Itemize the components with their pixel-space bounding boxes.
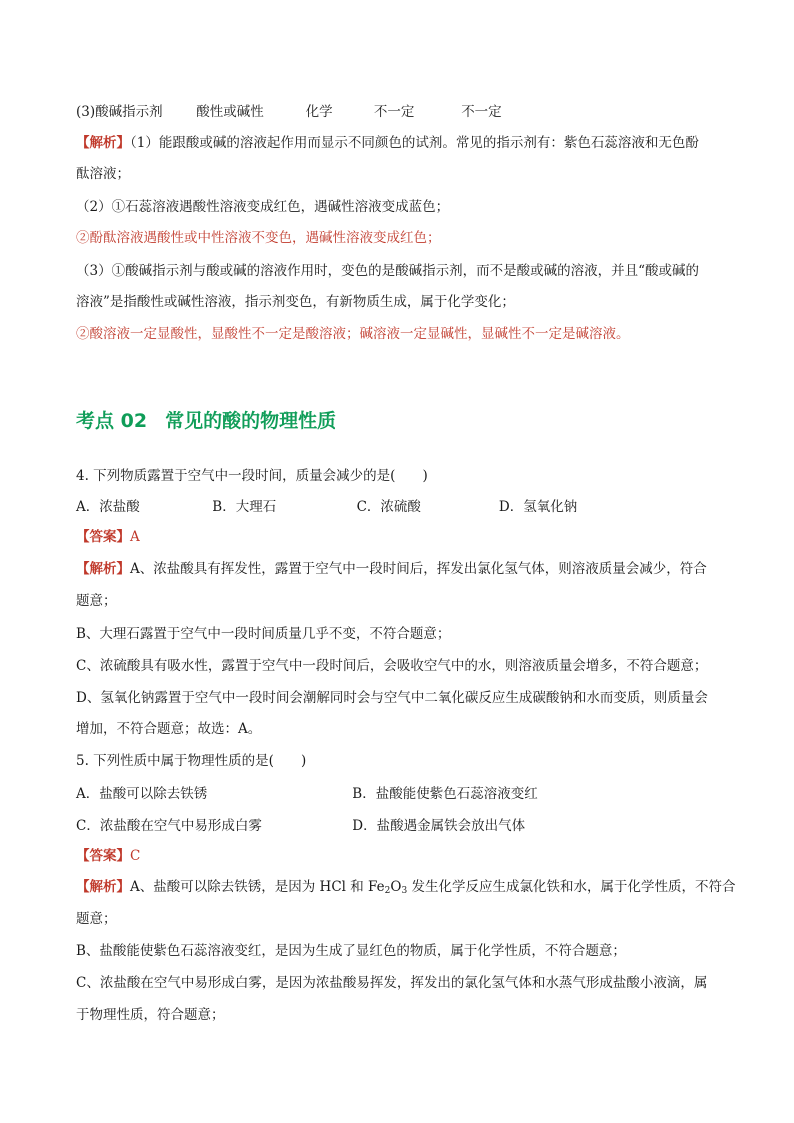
q4-option: B．大理石 — [212, 499, 277, 515]
analysis-tag: 【解析】 — [76, 879, 130, 895]
q5-options-row — [76, 817, 726, 835]
analysis-text: 发生化学反应生成氯化铁和水，属于化学性质，不符合 — [407, 879, 736, 895]
q4-analysis-line: 题意； — [76, 593, 117, 609]
q4-analysis-line — [76, 560, 726, 578]
q3-answer-prefix: (3)酸碱指示剂 — [76, 104, 163, 120]
q5-option: D．盐酸遇金属铁会放出气体 — [352, 818, 526, 834]
subscript: 3 — [401, 886, 408, 896]
q4-analysis-line: C、浓硫酸具有吸水性，露置于空气中一段时间后，会吸收空气中的水，则溶液质量会增多，不符合题意； — [76, 658, 708, 674]
q4-option: A．浓盐酸 — [76, 499, 140, 515]
section-heading — [76, 406, 336, 433]
q3-analysis-line: （2）①石蕊溶液遇酸性溶液变成红色，遇碱性溶液变成蓝色； — [76, 199, 450, 215]
q3-answer-item: 酸性或碱性 — [196, 104, 264, 120]
q5-analysis-line — [76, 878, 736, 900]
section-number: 考点 02 — [76, 410, 148, 432]
q5-analysis-line: B、盐酸能使紫色石蕊溶液变红，是因为生成了显红色的物质，属于化学性质，不符合题意； — [76, 943, 626, 959]
section-title: 常见的酸的物理性质 — [165, 410, 337, 432]
analysis-text: （1）能跟酸或碱的溶液起作用而显示不同颜色的试剂。常见的指示剂有：紫色石蕊溶液和无色酚 — [130, 135, 699, 151]
subscript: 2 — [384, 886, 391, 896]
q5-option: B．盐酸能使紫色石蕊溶液变红 — [352, 786, 538, 802]
answer-tag: 【答案】 — [76, 848, 130, 864]
q4-options — [76, 498, 726, 516]
analysis-tag: 【解析】 — [76, 561, 130, 577]
analysis-text: A、浓盐酸具有挥发性，露置于空气中一段时间后，挥发出氯化氢气体，则溶液质量会减少，符合 — [130, 561, 707, 577]
q5-analysis-line: C、浓盐酸在空气中易形成白雾，是因为浓盐酸易挥发，挥发出的氯化氢气体和水蒸气形成盐酸小液滴，属 — [76, 975, 708, 991]
q4-option: C．浓硫酸 — [356, 499, 421, 515]
q3-analysis-line: 酞溶液； — [76, 166, 130, 182]
answer-tag: 【答案】 — [76, 529, 130, 545]
q5-answer — [76, 847, 726, 865]
q4-stem: 4. 下列物质露置于空气中一段时间，质量会减少的是( ) — [76, 468, 428, 484]
q3-answer-item: 化学 — [305, 104, 333, 120]
q3-answer-item: 不一定 — [373, 104, 415, 120]
q4-option: D．氢氧化钠 — [498, 499, 578, 515]
q3-answer-item: 不一定 — [461, 104, 502, 120]
q3-analysis-line-red: ②酸溶液一定显酸性，显酸性不一定是酸溶液；碱溶液一定显碱性，显碱性不一定是碱溶液。 — [76, 326, 630, 342]
q3-analysis-line: （3）①酸碱指示剂与酸或碱的溶液作用时，变色的是酸碱指示剂，而不是酸或碱的溶液，并且“酸或碱的 — [76, 263, 699, 279]
q3-answer-row — [76, 103, 726, 121]
q4-analysis-line: D、氢氧化钠露置于空气中一段时间会潮解同时会与空气中二氧化碳反应生成碳酸钠和水而变质，则质量会 — [76, 690, 708, 706]
q5-analysis-line: 于物理性质，符合题意； — [76, 1007, 225, 1023]
q4-answer — [76, 528, 726, 546]
q3-analysis-line — [76, 134, 726, 152]
analysis-tag: 【解析】 — [76, 135, 130, 151]
q4-analysis-line: 增加，不符合题意；故选：A。 — [76, 721, 262, 737]
q5-option: C．浓盐酸在空气中易形成白雾 — [76, 818, 262, 834]
q4-analysis-line: B、大理石露置于空气中一段时间质量几乎不变，不符合题意； — [76, 626, 451, 642]
answer-value: A — [130, 529, 140, 545]
q5-options-row — [76, 785, 726, 803]
q5-analysis-line: 题意； — [76, 911, 117, 927]
q5-stem: 5. 下列性质中属于物理性质的是( ) — [76, 753, 307, 769]
analysis-text: O — [390, 879, 402, 895]
q5-option: A．盐酸可以除去铁锈 — [76, 786, 208, 802]
analysis-text: A、盐酸可以除去铁锈，是因为 HCl 和 Fe — [130, 879, 385, 895]
answer-value: C — [130, 848, 141, 864]
q3-analysis-line: 溶液”是指酸性或碱性溶液，指示剂变色，有新物质生成，属于化学变化； — [76, 294, 515, 310]
q3-analysis-line-red: ②酚酞溶液遇酸性或中性溶液不变色，遇碱性溶液变成红色； — [76, 230, 441, 246]
